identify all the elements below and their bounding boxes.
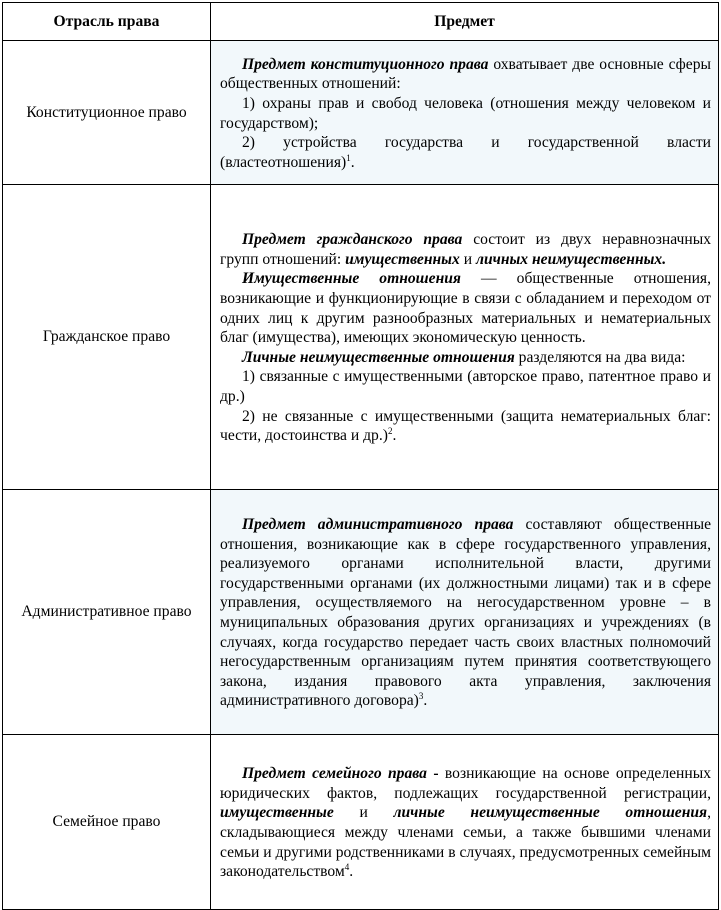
text-span: и bbox=[459, 250, 476, 268]
subject-emphasis: Предмет гражданского права bbox=[242, 231, 463, 249]
footnote-ref: 2 bbox=[387, 425, 393, 436]
paragraph bbox=[220, 230, 711, 269]
text-span: — общественные отношения, возникающие и функционирующие в связи с обладанием и переходом от одних лиц к другим разнообразных материальных и нематериальных благ (имущества), имеющих экономическую ценность. bbox=[220, 270, 712, 347]
text-span: составляют общественные отношения, возникающие как в сфере государственного управления, реализуемого органами исполнительной власти, другими государственными органами (их должностными лицами) так и в сфере управления, осуществляемого на негосударственном уровне – в муниципальных образования других организациях и учреждениях (в случаях, когда государство передает часть своих властных полномочий негосударственным организациям путем принятия соответствующего закона, издания правового акта управления, заключения административного договора) bbox=[220, 516, 711, 710]
text-span: 2) устройства государства и государственной власти (властеотношения) bbox=[220, 134, 711, 171]
branch-cell: Конституционное право bbox=[3, 41, 211, 185]
subject-emphasis: личных неимущественных. bbox=[475, 250, 667, 268]
footnote-ref: 1 bbox=[346, 152, 351, 163]
subject-emphasis: Предмет конституционного права bbox=[242, 55, 489, 73]
footnote-ref: 3 bbox=[418, 691, 424, 702]
table-row bbox=[3, 490, 719, 735]
paragraph: 1) охраны прав и свобод человека (отношения между человеком и государством); bbox=[220, 94, 711, 132]
table-row bbox=[3, 735, 719, 910]
table-header-row bbox=[3, 3, 719, 41]
subject-cell bbox=[211, 41, 719, 185]
subject-emphasis: Личные неимущественные отношения bbox=[242, 348, 515, 366]
subject-cell bbox=[211, 735, 719, 910]
paragraph bbox=[220, 515, 711, 711]
paragraph bbox=[220, 133, 711, 172]
text-span: - bbox=[426, 765, 445, 783]
subject-emphasis: Предмет семейного права bbox=[242, 765, 427, 783]
subject-emphasis: имущественные bbox=[220, 804, 334, 822]
text-span: , складывающиеся между членами семьи, а также бывшими членами семьи и другими родственниками в случаях, предусмотренных семейным законодательством bbox=[220, 804, 711, 881]
branch-cell: Гражданское право bbox=[3, 185, 211, 490]
text-span: разделяются на два вида: bbox=[514, 348, 686, 366]
text-span: состоит из двух неравнозначных групп отношений: bbox=[220, 231, 711, 268]
footnote-ref: 4 bbox=[344, 862, 350, 872]
branch-cell: Семейное право bbox=[3, 735, 211, 910]
subject-emphasis: Имущественные отношения bbox=[242, 270, 461, 288]
table-row bbox=[3, 41, 719, 185]
subject-emphasis: личные неимущественные отношения bbox=[393, 804, 708, 822]
paragraph bbox=[220, 764, 711, 882]
paragraph bbox=[220, 55, 711, 94]
text-span: . bbox=[349, 863, 354, 881]
text-span: возникающие на основе определенных юридических фактов, подлежащих государственной регистрации, bbox=[220, 765, 711, 802]
subject-emphasis: Предмет административного права bbox=[242, 516, 514, 534]
table-row bbox=[3, 185, 719, 490]
subject-emphasis: имущественных bbox=[345, 250, 460, 268]
header-subject: Предмет bbox=[211, 3, 719, 41]
text-span: . bbox=[392, 427, 397, 445]
branch-cell: Административное право bbox=[3, 490, 211, 735]
text-span: охватывает две основные сферы общественных отношений: bbox=[220, 55, 711, 93]
law-subject-table bbox=[2, 2, 719, 910]
text-span: 2) не связанные с имущественными (защита нематериальных благ: чести, достоинства и др.) bbox=[220, 407, 711, 445]
text-span: . bbox=[350, 153, 355, 171]
text-span: . bbox=[423, 692, 428, 710]
paragraph bbox=[220, 269, 711, 347]
paragraph bbox=[220, 407, 711, 446]
subject-cell bbox=[211, 185, 719, 490]
paragraph: 1) связанные с имущественными (авторское право, патентное право и др.) bbox=[220, 368, 711, 405]
text-span: и bbox=[333, 804, 394, 822]
header-branch: Отрасль права bbox=[3, 3, 211, 41]
subject-cell bbox=[211, 490, 719, 735]
paragraph bbox=[220, 348, 711, 368]
